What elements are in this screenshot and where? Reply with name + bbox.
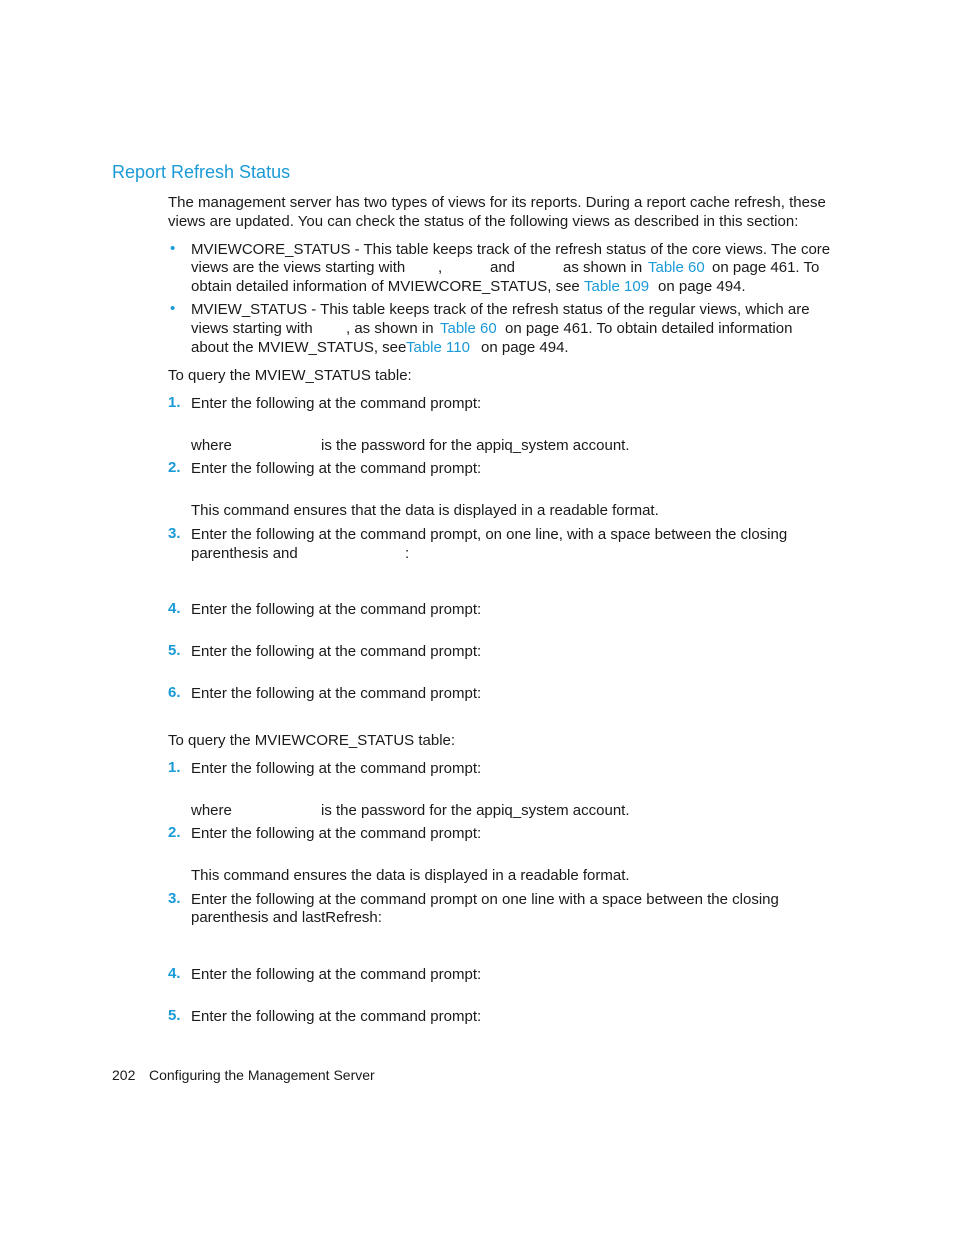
bullet-1-line-1: MVIEWCORE_STATUS - This table keeps track of the refresh status of the core views. The core [191, 241, 831, 258]
bullet-1-line-2c: and [490, 259, 516, 276]
bullet-2-line-2c: on page 461. To obtain detailed information [505, 320, 793, 337]
step-number: 3. [168, 525, 181, 542]
step-text: Enter the following at the command prompt: [191, 825, 482, 842]
step-text: Enter the following at the command prompt: [191, 643, 482, 660]
step-text: Enter the following at the command prompt: [191, 395, 482, 412]
where-label: where [191, 437, 232, 454]
bullet-icon: • [170, 300, 176, 317]
step-text: Enter the following at the command prompt: [191, 760, 482, 777]
section-heading: Report Refresh Status [112, 162, 291, 182]
bullet-1-line-3a: obtain detailed information of MVIEWCORE_STATUS, see [191, 278, 580, 295]
step-number: 5. [168, 642, 181, 659]
bullet-2-line-3a: about the MVIEW_STATUS, see [191, 339, 407, 356]
intro-line-2: views are updated. You can check the status of the following views as described in this section: [168, 213, 799, 230]
bullet-1-line-3b: on page 494. [658, 278, 746, 295]
step-text: Enter the following at the command prompt, on one line, with a space between the closing [191, 526, 788, 543]
footer-title: Configuring the Management Server [149, 1067, 375, 1083]
bullet-2-line-1: MVIEW_STATUS - This table keeps track of the refresh status of the regular views, which are [191, 301, 810, 318]
step-number: 4. [168, 600, 181, 617]
bullet-2-line-2a: views starting with [191, 320, 313, 337]
step-number: 5. [168, 1007, 181, 1024]
section-1-title: To query the MVIEW_STATUS table: [168, 367, 412, 384]
step-text-cont: parenthesis and lastRefresh: [191, 909, 382, 926]
step-text: Enter the following at the command prompt: [191, 601, 482, 618]
step-text: Enter the following at the command prompt: [191, 966, 482, 983]
bullet-1-line-2b: , [438, 259, 443, 276]
bullet-2-line-3b: on page 494. [481, 339, 569, 356]
table-60-link[interactable]: Table 60 [440, 320, 497, 337]
step-number: 1. [168, 394, 181, 411]
step-text-colon: : [405, 545, 410, 562]
step-number: 4. [168, 965, 181, 982]
step-number: 2. [168, 459, 181, 476]
where-text: is the password for the appiq_system account. [321, 802, 630, 819]
step-text-cont: parenthesis and [191, 545, 298, 562]
step-text: Enter the following at the command prompt on one line with a space between the closing [191, 891, 779, 908]
bullet-1-line-2d: as shown in [563, 259, 643, 276]
section-2-title: To query the MVIEWCORE_STATUS table: [168, 732, 456, 749]
step-number: 6. [168, 684, 181, 701]
where-label: where [191, 802, 232, 819]
step-note: This command ensures that the data is displayed in a readable format. [191, 502, 659, 519]
intro-line-1: The management server has two types of views for its reports. During a report cache refresh, these [168, 194, 826, 211]
bullet-icon: • [170, 240, 176, 257]
step-text: Enter the following at the command prompt: [191, 1008, 482, 1025]
table-60-link[interactable]: Table 60 [648, 259, 705, 276]
step-note: This command ensures the data is displayed in a readable format. [191, 867, 630, 884]
table-109-link[interactable]: Table 109 [584, 278, 650, 295]
bullet-1-line-2e: on page 461. To [712, 259, 820, 276]
where-text: is the password for the appiq_system account. [321, 437, 630, 454]
page-number: 202 [112, 1067, 136, 1083]
table-110-link[interactable]: Table 110 [406, 339, 470, 356]
step-number: 2. [168, 824, 181, 841]
step-text: Enter the following at the command prompt: [191, 460, 482, 477]
step-number: 1. [168, 759, 181, 776]
step-text: Enter the following at the command prompt: [191, 685, 482, 702]
bullet-2-line-2b: , as shown in [346, 320, 434, 337]
bullet-1-line-2a: views are the views starting with [191, 259, 406, 276]
step-number: 3. [168, 890, 181, 907]
